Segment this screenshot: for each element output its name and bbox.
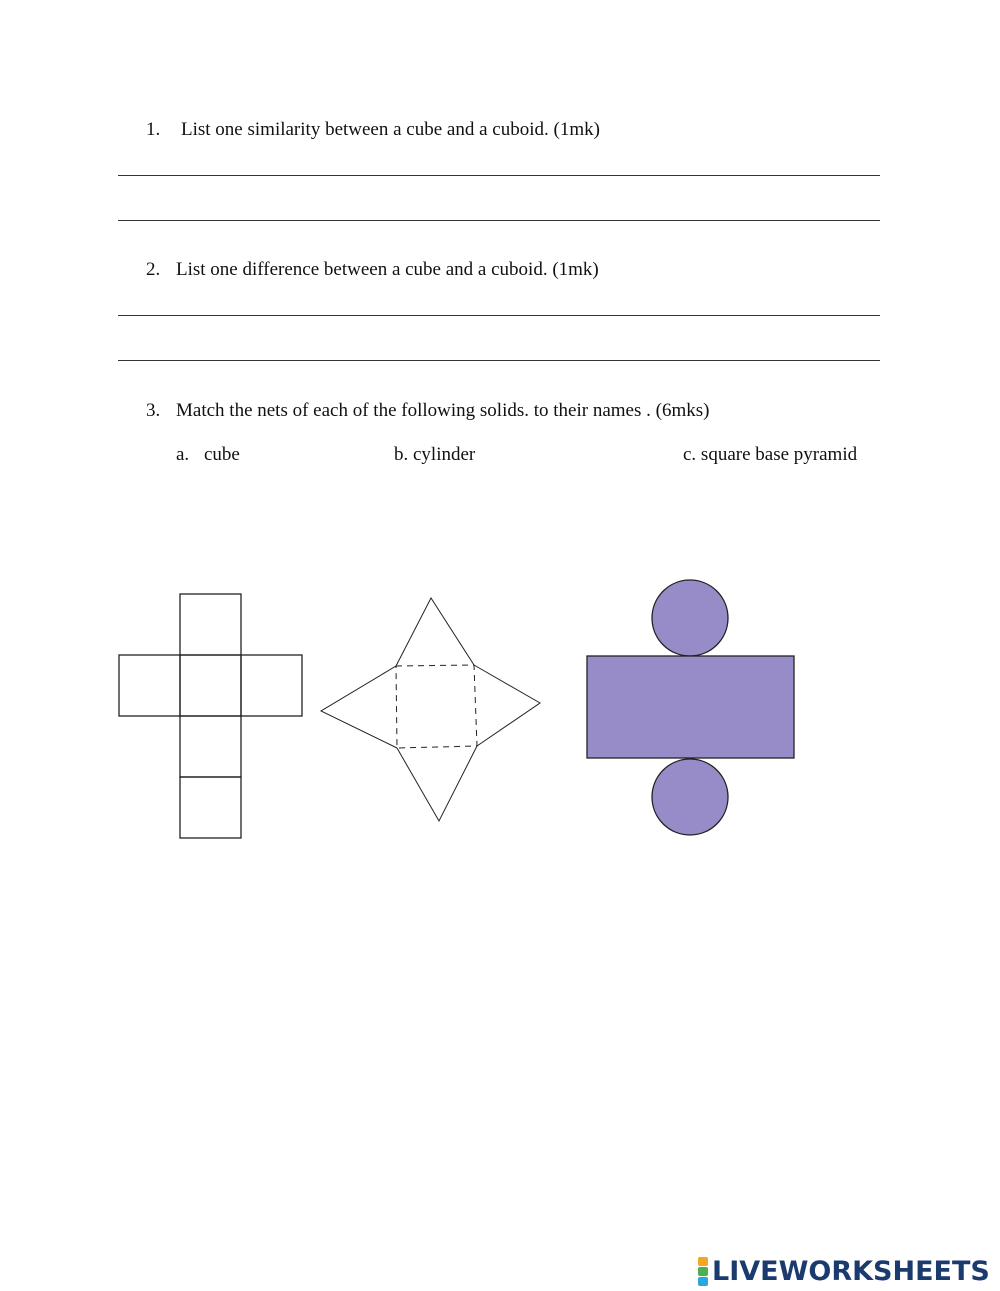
option-cube [176, 444, 240, 466]
answer-line-1a[interactable] [118, 175, 880, 176]
brand-name: LIVEWORKSHEETS [712, 1255, 990, 1287]
logo-block-orange [698, 1257, 708, 1266]
logo-block-blue [698, 1277, 708, 1286]
logo-block-green [698, 1267, 708, 1276]
logo-blocks [698, 1257, 708, 1286]
option-square-base-pyramid: c. square base pyramid [683, 444, 858, 465]
answer-line-2b[interactable] [118, 360, 880, 361]
question-number: 1. [146, 119, 161, 140]
question-text: List one difference between a cube and a cuboid. (1mk) [176, 259, 599, 280]
option-letter: a. [176, 444, 190, 465]
square-pyramid-net-icon[interactable] [321, 598, 540, 821]
cylinder-net-icon[interactable] [587, 580, 794, 835]
question-text: List one similarity between a cube and a cuboid. (1mk) [181, 119, 600, 140]
liveworksheets-logo-icon [698, 1254, 990, 1288]
option-cylinder: b. cylinder [394, 444, 476, 465]
nets-figure [0, 570, 1000, 860]
option-name: cube [203, 444, 240, 465]
answer-line-1b[interactable] [118, 220, 880, 221]
question-number: 2. [146, 259, 161, 280]
question-text: Match the nets of each of the following solids. to their names . (6mks) [176, 400, 710, 421]
cube-net-icon[interactable] [119, 594, 302, 838]
question-number: 3. [146, 400, 161, 421]
answer-line-2a[interactable] [118, 315, 880, 316]
